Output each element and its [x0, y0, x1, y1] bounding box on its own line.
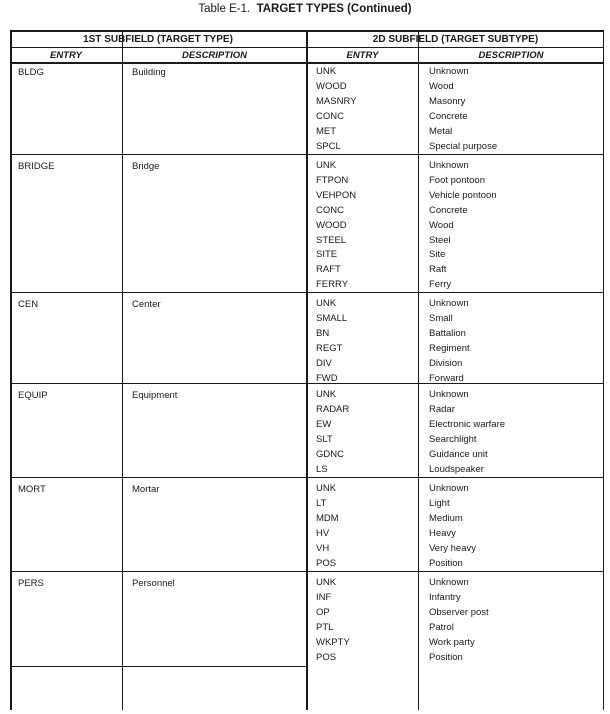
target-type-description: Mortar — [132, 484, 160, 495]
subtype-entry: WOOD — [316, 80, 347, 92]
subtype-description: Unknown — [429, 160, 469, 171]
target-types-table — [10, 30, 604, 710]
subtype-entry: UNK — [316, 389, 337, 400]
col-divider-1 — [122, 30, 123, 710]
subtype-description-list — [429, 65, 497, 154]
subtype-description-list — [429, 388, 505, 477]
subtype-entry: LS — [316, 463, 328, 475]
subtype-entry: MET — [316, 125, 337, 137]
subtype-entry: WOOD — [316, 219, 347, 231]
subtype-entry: POS — [316, 557, 337, 569]
target-type-description: Equipment — [132, 390, 178, 401]
subtype-entry: UNK — [316, 66, 337, 77]
group-rule — [10, 666, 306, 667]
subtype-description: Radar — [429, 403, 455, 415]
subtype-entry: FTPON — [316, 174, 349, 186]
subtype-entry: UNK — [316, 160, 337, 171]
subtype-entry: VEHPON — [316, 189, 357, 201]
subtype-entry: BN — [316, 327, 330, 339]
subtype-description: Wood — [429, 80, 454, 92]
subtype-description: Foot pontoon — [429, 174, 485, 186]
subtype-description: Raft — [429, 264, 447, 276]
subtype-entry-list — [316, 576, 350, 665]
subtype-entry: RAFT — [316, 264, 341, 276]
table-number: Table E-1. — [198, 3, 251, 15]
subtype-entry: CONC — [316, 110, 344, 122]
subtype-description: Concrete — [429, 110, 468, 122]
group-rule — [10, 571, 604, 572]
subtype-entry: GDNC — [316, 448, 344, 460]
subtype-entry: WKPTY — [316, 636, 350, 648]
target-type-description: Bridge — [132, 161, 160, 172]
subtype-description: Forward — [429, 372, 464, 384]
subtype-description-list — [429, 482, 476, 571]
subtype-entry: UNK — [316, 298, 337, 309]
subfield-header-rule — [10, 47, 604, 48]
subtype-entry-list — [316, 388, 349, 477]
subtype-description-list — [429, 297, 470, 386]
subtype-description: Unknown — [429, 389, 469, 400]
subtype-entry: SPCL — [316, 140, 341, 152]
left-border — [10, 30, 12, 710]
subtype-description: Observer post — [429, 606, 489, 618]
subtype-description: Medium — [429, 512, 463, 524]
subtype-description: Small — [429, 312, 453, 324]
subtype-entry-list — [316, 297, 347, 386]
top-border — [10, 30, 604, 32]
subtype-entry: FWD — [316, 372, 338, 384]
target-type-entry: CEN — [18, 299, 39, 310]
subtype-entry: POS — [316, 651, 337, 663]
col-divider-3 — [418, 30, 419, 710]
subtype-description: Site — [429, 249, 446, 261]
subtype-description: Vehicle pontoon — [429, 189, 497, 201]
table-title — [0, 3, 610, 15]
subtype-description: Battalion — [429, 327, 466, 339]
subtype-entry: SMALL — [316, 312, 348, 324]
subtype-description-list — [429, 576, 489, 665]
subtype-entry: LT — [316, 497, 327, 509]
right-border — [603, 30, 604, 710]
subtype-description: Infantry — [429, 591, 461, 603]
subtype-description: Guidance unit — [429, 448, 488, 460]
subtype-entry-list — [316, 159, 356, 293]
entry-header: ENTRY — [49, 50, 83, 61]
second-subfield-header: 2D SUBFIELD (TARGET SUBTYPE) — [372, 34, 539, 45]
subtype-description: Masonry — [429, 95, 466, 107]
subtype-entry: EW — [316, 418, 332, 430]
subtype-description: Division — [429, 357, 463, 369]
subtype-entry: FERRY — [316, 279, 349, 291]
subtype-description: Electronic warfare — [429, 418, 506, 430]
subtype-description: Heavy — [429, 527, 456, 539]
subtype-entry: CONC — [316, 204, 344, 216]
subtype-description: Special purpose — [429, 140, 498, 152]
target-type-entry: BRIDGE — [18, 161, 55, 172]
subtype-entry: UNK — [316, 577, 337, 588]
first-subfield-header: 1ST SUBFIELD (TARGET TYPE) — [83, 34, 233, 45]
subtype-description: Steel — [429, 234, 451, 246]
subtype-description: Unknown — [429, 66, 469, 77]
subtype-entry: PTL — [316, 621, 334, 633]
subtype-description: Patrol — [429, 621, 454, 633]
subtype-description: Regiment — [429, 342, 470, 354]
col-divider-main — [306, 30, 308, 710]
target-type-entry: EQUIP — [18, 390, 48, 401]
subtype-entry: UNK — [316, 483, 337, 494]
subtype-entry: RADAR — [316, 403, 350, 415]
subtype-description: Unknown — [429, 298, 469, 309]
group-rule — [10, 154, 604, 155]
subtype-description: Loudspeaker — [429, 463, 484, 475]
subtype-entry: REGT — [316, 342, 343, 354]
subtype-description: Very heavy — [429, 542, 476, 554]
subtype-entry: VH — [316, 542, 330, 554]
subtype-description: Light — [429, 497, 450, 509]
entry-header-2: ENTRY — [346, 50, 379, 61]
subtype-entry: MDM — [316, 512, 339, 524]
subtype-description: Position — [429, 651, 463, 663]
subtype-description: Work party — [429, 636, 475, 648]
target-type-description: Center — [132, 299, 161, 310]
subtype-description: Unknown — [429, 483, 469, 494]
subtype-description: Wood — [429, 219, 454, 231]
subtype-description: Position — [429, 557, 463, 569]
subtype-entry: SLT — [316, 433, 333, 445]
subtype-entry: SITE — [316, 249, 338, 261]
subtype-entry: HV — [316, 527, 330, 539]
subtype-description: Ferry — [429, 279, 452, 291]
group-rule — [10, 477, 604, 478]
subtype-entry: OP — [316, 606, 330, 618]
subtype-entry: INF — [316, 591, 332, 603]
subtype-entry-list — [316, 65, 356, 154]
subtype-description: Concrete — [429, 204, 468, 216]
subtype-entry: STEEL — [316, 234, 347, 246]
target-type-entry: BLDG — [18, 67, 44, 78]
description-header-2: DESCRIPTION — [478, 50, 544, 61]
subtype-entry-list — [316, 482, 339, 571]
description-header: DESCRIPTION — [182, 50, 247, 61]
target-type-description: Personnel — [132, 578, 175, 589]
subtype-description: Searchlight — [429, 433, 477, 445]
subtype-entry: MASNRY — [316, 95, 357, 107]
subtype-entry: DIV — [316, 357, 332, 369]
target-type-entry: MORT — [18, 484, 46, 495]
target-type-entry: PERS — [18, 578, 44, 589]
subtype-description: Unknown — [429, 577, 469, 588]
subtype-description-list — [429, 159, 497, 293]
table-title-text: TARGET TYPES (Continued) — [256, 3, 412, 15]
group-rule — [10, 383, 604, 384]
target-type-description: Building — [132, 67, 166, 78]
group-rule — [10, 292, 604, 293]
subtype-description: Metal — [429, 125, 453, 137]
